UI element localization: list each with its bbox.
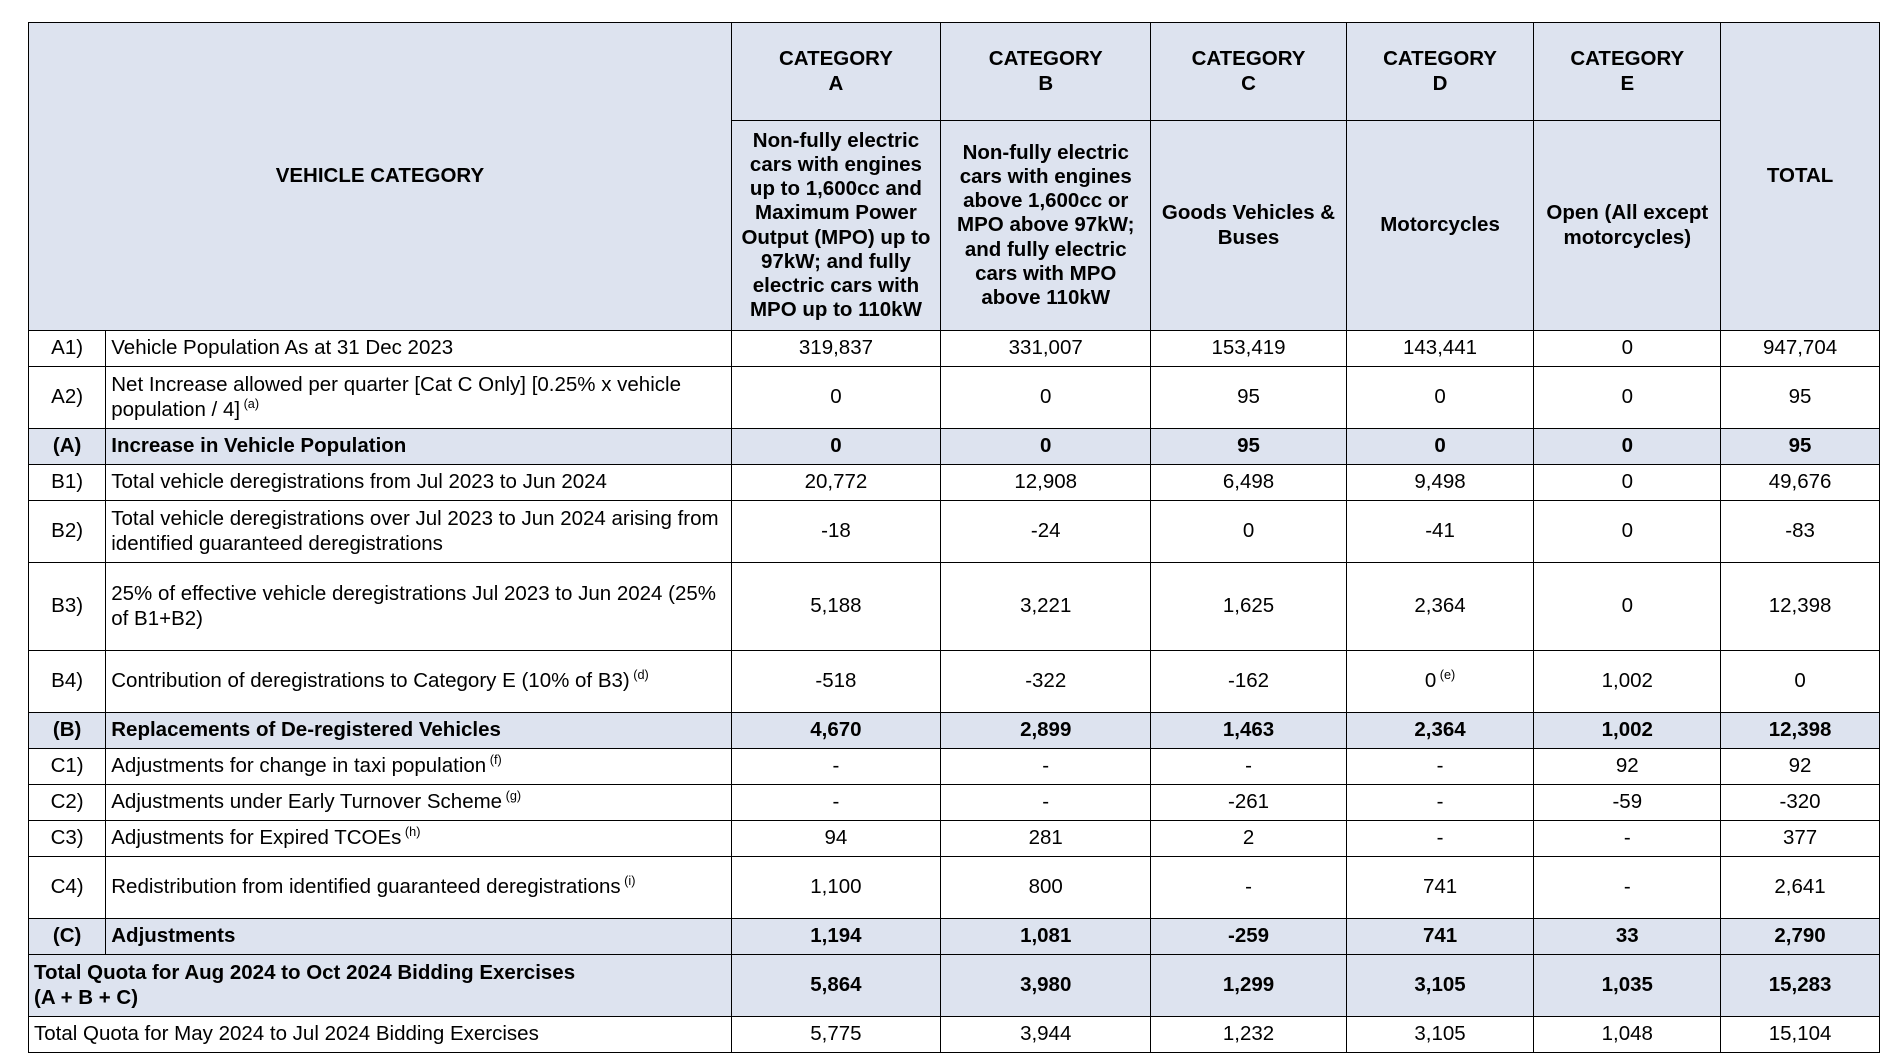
- row-value: 0: [1346, 429, 1534, 465]
- row-value: 281: [941, 821, 1151, 857]
- row-description: Increase in Vehicle Population: [106, 429, 732, 465]
- footnote-marker: (g): [502, 788, 522, 804]
- row-value: -518: [731, 651, 940, 713]
- row-value: 0: [1534, 501, 1721, 563]
- row-value: 4,670: [731, 713, 940, 749]
- row-value: 2,641: [1721, 857, 1880, 919]
- row-value: -320: [1721, 785, 1880, 821]
- row-value: 3,221: [941, 563, 1151, 651]
- row-value: 1,194: [731, 919, 940, 955]
- row-description: Redistribution from identified guaranteed deregistrations $^{(i)}$: [106, 857, 732, 919]
- row-value: -162: [1151, 651, 1346, 713]
- row-code: B3): [29, 563, 106, 651]
- category-c-description: Goods Vehicles & Buses: [1151, 121, 1346, 331]
- row-description: Adjustments for change in taxi population $^{(f)}$: [106, 749, 732, 785]
- category-c-title: [1151, 23, 1346, 121]
- row-code: B2): [29, 501, 106, 563]
- category-c-title-line2: C: [1241, 71, 1256, 95]
- row-value: 143,441: [1346, 331, 1534, 367]
- row-value: 12,908: [941, 465, 1151, 501]
- row-code: (B): [29, 713, 106, 749]
- row-code: C3): [29, 821, 106, 857]
- footnote-marker: (i): [620, 873, 636, 889]
- table-row: [29, 785, 1880, 821]
- row-value: 0: [1534, 429, 1721, 465]
- category-b-description: Non-fully electric cars with engines above 1,600cc or MPO above 97kW; and fully electric cars with MPO above 110kW: [941, 121, 1151, 331]
- table-body: [29, 331, 1880, 1053]
- row-value: -41: [1346, 501, 1534, 563]
- row-value: -24: [941, 501, 1151, 563]
- row-value: 0: [731, 429, 940, 465]
- row-value: 2,364: [1346, 563, 1534, 651]
- row-value: -: [1346, 749, 1534, 785]
- category-e-title-line2: E: [1620, 71, 1635, 95]
- row-value: 1,002: [1534, 713, 1721, 749]
- row-value: -261: [1151, 785, 1346, 821]
- row-value: 12,398: [1721, 713, 1880, 749]
- coe-quota-table: [28, 22, 1880, 1053]
- row-description: Net Increase allowed per quarter [Cat C Only] [0.25% x vehicle population / 4] $^{(a)}$: [106, 367, 732, 429]
- row-value: 12,398: [1721, 563, 1880, 651]
- row-value: 0: [1534, 367, 1721, 429]
- table-row: [29, 651, 1880, 713]
- table-row: [29, 331, 1880, 367]
- row-value: 0: [731, 367, 940, 429]
- previous-total-value: 1,048: [1534, 1017, 1721, 1053]
- row-code: C4): [29, 857, 106, 919]
- row-value: 1,463: [1151, 713, 1346, 749]
- row-value: 49,676: [1721, 465, 1880, 501]
- table-header: [29, 23, 1880, 331]
- row-value: 0: [941, 367, 1151, 429]
- table-row: [29, 367, 1880, 429]
- table-row: [29, 563, 1880, 651]
- row-value: 947,704: [1721, 331, 1880, 367]
- row-value: 0: [1534, 465, 1721, 501]
- row-value: -: [731, 785, 940, 821]
- table-row: [29, 465, 1880, 501]
- table-row: [29, 501, 1880, 563]
- row-code: (C): [29, 919, 106, 955]
- row-code: C1): [29, 749, 106, 785]
- category-b-title: [941, 23, 1151, 121]
- total-column-header: TOTAL: [1721, 23, 1880, 331]
- footnote-marker: (a): [240, 395, 260, 411]
- row-code: (A): [29, 429, 106, 465]
- row-value: 0: [1346, 367, 1534, 429]
- row-value: 377: [1721, 821, 1880, 857]
- row-value: -: [941, 785, 1151, 821]
- category-b-title-line2: B: [1038, 71, 1054, 95]
- category-a-title: [731, 23, 940, 121]
- vehicle-category-header: VEHICLE CATEGORY: [29, 23, 732, 331]
- row-value: 0: [1534, 331, 1721, 367]
- row-value: 95: [1721, 429, 1880, 465]
- grand-total-value: 1,035: [1534, 955, 1721, 1017]
- row-value: 741: [1346, 857, 1534, 919]
- category-a-title-line2: A: [828, 71, 844, 95]
- row-value: 95: [1721, 367, 1880, 429]
- quota-table-sheet: [28, 22, 1880, 1053]
- row-value: 1,081: [941, 919, 1151, 955]
- row-value: -322: [941, 651, 1151, 713]
- row-description: Adjustments for Expired TCOEs $^{(h)}$: [106, 821, 732, 857]
- row-value: -: [1534, 821, 1721, 857]
- row-value: 0 $^{(e)}$: [1346, 651, 1534, 713]
- row-value: 95: [1151, 367, 1346, 429]
- previous-total-row: [29, 1017, 1880, 1053]
- category-d-title-line2: D: [1432, 71, 1448, 95]
- row-code: B1): [29, 465, 106, 501]
- grand-total-value: 3,980: [941, 955, 1151, 1017]
- footnote-marker: (e): [1436, 667, 1456, 683]
- previous-total-value: 3,105: [1346, 1017, 1534, 1053]
- grand-total-label: [29, 955, 732, 1017]
- row-value: 0: [1721, 651, 1880, 713]
- row-value: 1,625: [1151, 563, 1346, 651]
- table-row: [29, 713, 1880, 749]
- row-value: 33: [1534, 919, 1721, 955]
- grand-total-value: 5,864: [731, 955, 940, 1017]
- row-value: -: [1534, 857, 1721, 919]
- row-description: Replacements of De-registered Vehicles: [106, 713, 732, 749]
- previous-total-label: Total Quota for May 2024 to Jul 2024 Bidding Exercises: [29, 1017, 732, 1053]
- row-description: Total vehicle deregistrations from Jul 2023 to Jun 2024: [106, 465, 732, 501]
- row-description: Total vehicle deregistrations over Jul 2023 to Jun 2024 arising from identified guaranteed deregistrations: [106, 501, 732, 563]
- grand-total-label-line1: Total Quota for Aug 2024 to Oct 2024 Bidding Exercises: [34, 961, 576, 985]
- row-value: -: [1346, 785, 1534, 821]
- row-value: -83: [1721, 501, 1880, 563]
- row-description: 25% of effective vehicle deregistrations Jul 2023 to Jun 2024 (25% of B1+B2): [106, 563, 732, 651]
- row-value: -: [1346, 821, 1534, 857]
- row-description: Adjustments: [106, 919, 732, 955]
- previous-total-value: 5,775: [731, 1017, 940, 1053]
- row-value: 92: [1534, 749, 1721, 785]
- row-value: 20,772: [731, 465, 940, 501]
- footnote-marker: (h): [401, 824, 421, 840]
- previous-total-value: 3,944: [941, 1017, 1151, 1053]
- category-d-description: Motorcycles: [1346, 121, 1534, 331]
- row-value: 94: [731, 821, 940, 857]
- previous-total-value: 1,232: [1151, 1017, 1346, 1053]
- row-value: 800: [941, 857, 1151, 919]
- row-value: 2,790: [1721, 919, 1880, 955]
- table-row: [29, 429, 1880, 465]
- row-code: A1): [29, 331, 106, 367]
- row-value: 5,188: [731, 563, 940, 651]
- footnote-marker: (d): [629, 667, 649, 683]
- table-row: [29, 821, 1880, 857]
- table-row: [29, 749, 1880, 785]
- row-description: Adjustments under Early Turnover Scheme $^{(g)}$: [106, 785, 732, 821]
- category-d-title: [1346, 23, 1534, 121]
- grand-total-label-line2: (A + B + C): [34, 985, 139, 1009]
- row-value: 95: [1151, 429, 1346, 465]
- row-value: -: [1151, 749, 1346, 785]
- category-e-title: [1534, 23, 1721, 121]
- grand-total-row: [29, 955, 1880, 1017]
- row-value: 153,419: [1151, 331, 1346, 367]
- previous-total-value: 15,104: [1721, 1017, 1880, 1053]
- grand-total-value: 15,283: [1721, 955, 1880, 1017]
- row-description: Vehicle Population As at 31 Dec 2023: [106, 331, 732, 367]
- row-value: 0: [1534, 563, 1721, 651]
- row-code: A2): [29, 367, 106, 429]
- row-value: -: [941, 749, 1151, 785]
- row-code: B4): [29, 651, 106, 713]
- grand-total-value: 1,299: [1151, 955, 1346, 1017]
- header-row-category-titles: [29, 23, 1880, 121]
- row-value: -259: [1151, 919, 1346, 955]
- row-value: -: [1151, 857, 1346, 919]
- category-d-title-line1: CATEGORY: [1383, 47, 1497, 71]
- grand-total-value: 3,105: [1346, 955, 1534, 1017]
- category-a-description: Non-fully electric cars with engines up to 1,600cc and Maximum Power Output (MPO) up to 97kW; and fully electric cars with MPO up to 110kW: [731, 121, 940, 331]
- footnote-marker: (f): [486, 752, 502, 768]
- row-value: 1,002: [1534, 651, 1721, 713]
- row-value: 319,837: [731, 331, 940, 367]
- row-value: 2,899: [941, 713, 1151, 749]
- row-code: C2): [29, 785, 106, 821]
- category-e-description: Open (All except motorcycles): [1534, 121, 1721, 331]
- row-description: Contribution of deregistrations to Category E (10% of B3) $^{(d)}$: [106, 651, 732, 713]
- row-value: -59: [1534, 785, 1721, 821]
- category-c-title-line1: CATEGORY: [1191, 47, 1306, 71]
- category-e-title-line1: CATEGORY: [1570, 47, 1685, 71]
- table-row: [29, 857, 1880, 919]
- row-value: 6,498: [1151, 465, 1346, 501]
- row-value: 2,364: [1346, 713, 1534, 749]
- category-b-title-line1: CATEGORY: [988, 47, 1103, 71]
- table-row: [29, 919, 1880, 955]
- row-value: 9,498: [1346, 465, 1534, 501]
- row-value: 2: [1151, 821, 1346, 857]
- category-a-title-line1: CATEGORY: [778, 47, 893, 71]
- row-value: 741: [1346, 919, 1534, 955]
- row-value: 331,007: [941, 331, 1151, 367]
- row-value: -18: [731, 501, 940, 563]
- row-value: 1,100: [731, 857, 940, 919]
- row-value: 92: [1721, 749, 1880, 785]
- row-value: 0: [941, 429, 1151, 465]
- row-value: -: [731, 749, 940, 785]
- row-value: 0: [1151, 501, 1346, 563]
